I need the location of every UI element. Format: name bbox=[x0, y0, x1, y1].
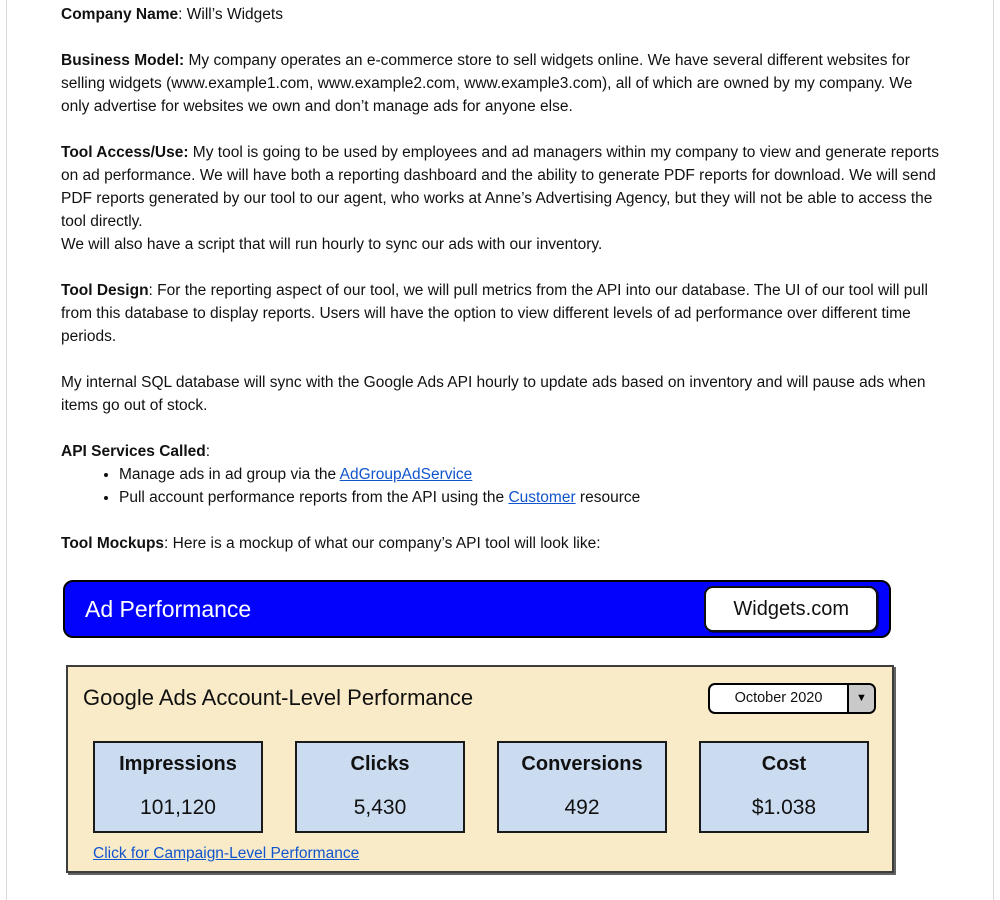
account-performance-panel bbox=[66, 665, 894, 873]
mockup-title: Ad Performance bbox=[85, 595, 252, 622]
business-model-text: My company operates an e-commerce store to sell widgets online. We have several different websites for selling widgets (www.example1.com, www.example2.com, www.example3.com), all of which are owned by my company. We only advertise for websites we own and don’t manage ads for anyone else. bbox=[61, 52, 913, 115]
metric-label: Clicks bbox=[350, 753, 410, 775]
panel-title: Google Ads Account-Level Performance bbox=[83, 685, 474, 710]
campaign-level-performance-link[interactable]: Click for Campaign-Level Performance bbox=[93, 845, 360, 862]
metric-card-impressions bbox=[93, 741, 263, 833]
paragraph-business-model bbox=[61, 49, 945, 118]
metric-card-cost bbox=[699, 741, 869, 833]
tool-mockups-label: Tool Mockups bbox=[61, 535, 165, 552]
sql-note-text: My internal SQL database will sync with the Google Ads API hourly to update ads based on inventory and will pause ads when items go out of stock. bbox=[61, 374, 926, 414]
metric-value: 101,120 bbox=[140, 796, 216, 819]
metric-card-conversions bbox=[497, 741, 667, 833]
api-service-2-pre: Pull account performance reports from the API using the bbox=[119, 489, 509, 506]
list-item bbox=[119, 463, 945, 486]
customer-link[interactable]: Customer bbox=[508, 489, 576, 506]
tool-access-text: My tool is going to be used by employees and ad managers within my company to view and generate reports on ad performance. We will have both a reporting dashboard and the ability to generate PDF reports for download. We will send PDF reports generated by our tool to our agent, who works at Anne’s Advertising Agency, but they will not be able to access the tool directly. bbox=[61, 144, 939, 230]
paragraph-sql-note bbox=[61, 371, 945, 417]
api-service-2-post: resource bbox=[575, 489, 641, 506]
chevron-down-icon[interactable]: ▼ bbox=[847, 685, 874, 712]
metric-value: 492 bbox=[564, 796, 600, 819]
date-range-dropdown[interactable] bbox=[708, 683, 876, 714]
metric-cards-row bbox=[93, 741, 869, 833]
mockup-header-bar bbox=[63, 580, 891, 638]
metric-card-clicks bbox=[295, 741, 465, 833]
campaign-link-row bbox=[93, 842, 876, 865]
paragraph-tool-mockups bbox=[61, 532, 945, 555]
api-service-1-pre: Manage ads in ad group via the bbox=[119, 466, 340, 483]
paragraph-tool-design bbox=[61, 279, 945, 348]
metric-label: Cost bbox=[761, 753, 807, 775]
adgroupadservice-link[interactable]: AdGroupAdService bbox=[339, 466, 473, 483]
list-item bbox=[119, 486, 945, 509]
metric-value: 5,430 bbox=[353, 796, 407, 819]
widgets-site-button[interactable]: Widgets.com bbox=[704, 586, 878, 632]
tool-mockups-text: : Here is a mockup of what our company’s API tool will look like: bbox=[164, 535, 601, 552]
tool-access-label: Tool Access/Use: bbox=[61, 144, 189, 161]
api-services-label: API Services Called bbox=[61, 443, 206, 460]
api-services-list bbox=[61, 463, 945, 509]
panel-header bbox=[83, 681, 876, 715]
tool-design-label: Tool Design bbox=[61, 282, 149, 299]
metric-value: $1.038 bbox=[751, 796, 817, 819]
company-name-value: : Will’s Widgets bbox=[178, 6, 283, 23]
paragraph-company-name bbox=[61, 3, 945, 26]
tool-access-line2: We will also have a script that will run hourly to sync our ads with our inventory. bbox=[61, 236, 603, 253]
metric-label: Impressions bbox=[119, 753, 237, 775]
api-services-colon: : bbox=[205, 443, 211, 460]
paragraph-tool-access bbox=[61, 141, 945, 256]
paragraph-api-services-heading bbox=[61, 440, 945, 463]
tool-design-text: : For the reporting aspect of our tool, we will pull metrics from the API into our database. The UI of our tool will pull from this database to display reports. Users will have the option to view different levels of ad performance over different time periods. bbox=[61, 282, 928, 345]
date-range-value: October 2020 bbox=[734, 689, 823, 706]
document-page bbox=[6, 0, 994, 900]
company-name-label: Company Name bbox=[61, 6, 179, 23]
business-model-label: Business Model: bbox=[61, 52, 185, 69]
metric-label: Conversions bbox=[521, 753, 643, 775]
